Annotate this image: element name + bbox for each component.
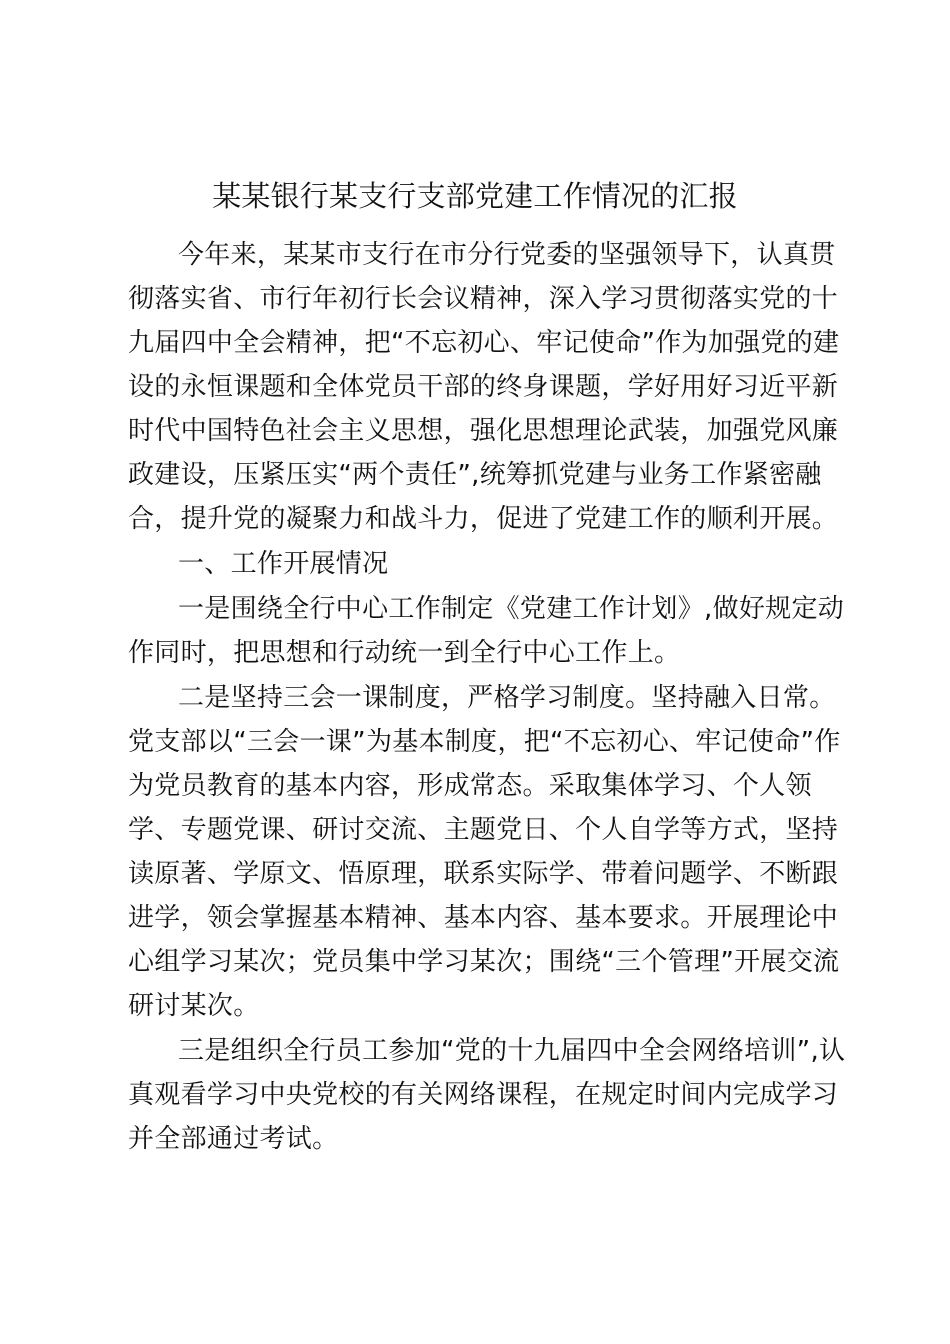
item1-line-2: 作同时，把思想和行动统一到全行中心工作上。 <box>128 638 681 668</box>
item2-line-3: 为党员教育的基本内容，形成常态。采取集体学习、个人领 <box>128 771 812 801</box>
intro-line-2: 彻落实省、市行年初行长会议精神，深入学习贯彻落实党的十 <box>128 284 839 314</box>
item2-line-5: 读原著、学原文、悟原理，联系实际学、带着问题学、不断跟 <box>128 859 839 889</box>
item2-line-7: 心组学习某次；党员集中学习某次；围绕“三个管理”开展交流 <box>128 947 840 977</box>
intro-line-5: 时代中国特色社会主义思想，强化思想理论武装，加强党风廉 <box>128 416 839 446</box>
item2-line-6: 进学，领会掌握基本精神、基本内容、基本要求。开展理论中 <box>128 903 839 933</box>
item2-line-8: 研讨某次。 <box>128 991 260 1021</box>
item2-line-4: 学、专题党课、研讨交流、主题党日、个人自学等方式，坚持 <box>128 815 839 845</box>
item3-line-1: 三是组织全行员工参加“党的十九届四中全会网络培训”,认 <box>178 1036 846 1066</box>
intro-line-7: 合，提升党的凝聚力和战斗力，促进了党建工作的顺利开展。 <box>128 504 839 534</box>
item2-line-1: 二是坚持三会一课制度，严格学习制度。坚持融入日常。 <box>178 683 836 713</box>
document-title: 某某银行某支行支部党建工作情况的汇报 <box>212 179 738 213</box>
intro-line-3: 九届四中全会精神，把“不忘初心、牢记使命”作为加强党的建 <box>128 328 840 358</box>
item3-line-2: 真观看学习中央党校的有关网络课程，在规定时间内完成学习 <box>128 1080 839 1110</box>
item2-line-2: 党支部以“三会一课”为基本制度，把“不忘初心、牢记使命”作 <box>128 727 841 757</box>
item3-line-3: 并全部通过考试。 <box>128 1124 339 1154</box>
intro-line-4: 设的永恒课题和全体党员干部的终身课题，学好用好习近平新 <box>128 372 839 402</box>
section-heading: 一、工作开展情况 <box>178 549 389 579</box>
intro-line-6: 政建设，压紧压实“两个责任”,统筹抓党建与业务工作紧密融 <box>128 460 822 490</box>
item1-line-1: 一是围绕全行中心工作制定《党建工作计划》,做好规定动 <box>178 594 845 624</box>
intro-line-1: 今年来，某某市支行在市分行党委的坚强领导下，认真贯 <box>178 240 836 270</box>
